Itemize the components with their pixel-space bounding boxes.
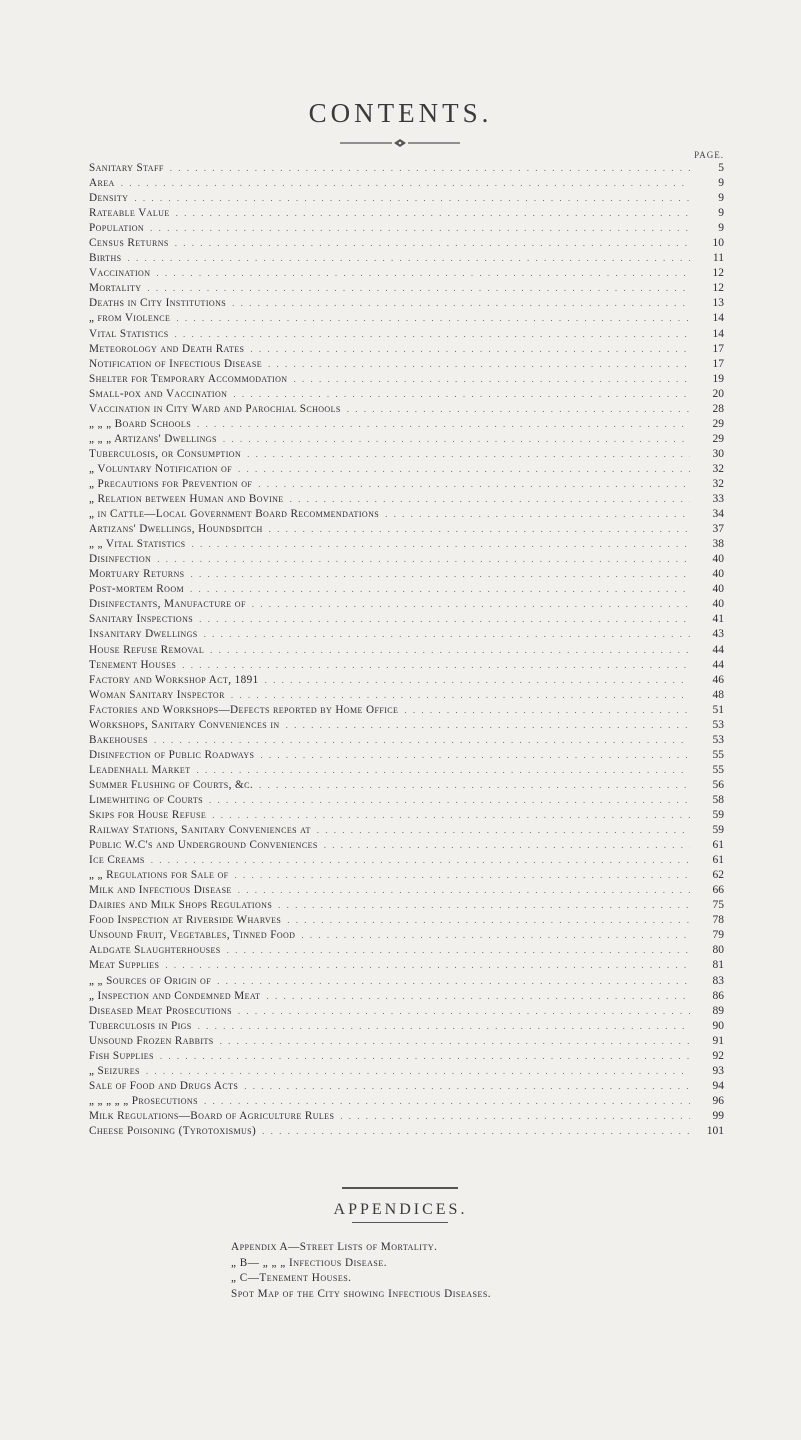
dot-leader xyxy=(176,206,690,221)
dot-leader xyxy=(233,387,690,402)
contents-entry xyxy=(89,1124,724,1139)
contents-entry xyxy=(89,627,724,642)
entry-page-number: 43 xyxy=(712,628,724,641)
contents-entry xyxy=(89,1034,724,1049)
dot-leader xyxy=(196,763,690,778)
contents-entry xyxy=(89,1109,724,1124)
entry-title: Tenement Houses xyxy=(89,658,177,671)
entry-title: Woman Sanitary Inspector xyxy=(89,688,225,701)
dot-leader xyxy=(231,688,690,703)
entry-page-number: 55 xyxy=(712,763,724,776)
dot-leader xyxy=(260,748,690,763)
dot-leader xyxy=(134,191,690,206)
dot-leader xyxy=(199,612,690,627)
entry-title: „ Precautions for Prevention of xyxy=(89,477,253,490)
dot-leader xyxy=(252,597,690,612)
contents-entry xyxy=(89,432,724,447)
appendices-rule xyxy=(352,1222,448,1223)
appendix-entry: Spot Map of the City showing Infectious Diseases. xyxy=(231,1287,492,1300)
entry-page-number: 61 xyxy=(712,839,724,852)
entry-title: „ „ Vital Statistics xyxy=(89,538,186,551)
contents-entry xyxy=(89,582,724,597)
dot-leader xyxy=(268,357,690,372)
entry-page-number: 12 xyxy=(712,282,724,295)
entry-title: Disinfection xyxy=(89,553,152,566)
entry-title: Mortality xyxy=(89,282,142,295)
contents-entry xyxy=(89,838,724,853)
contents-entry xyxy=(89,853,724,868)
entry-title: „ „ Sources of Origin of xyxy=(89,974,212,987)
entry-page-number: 53 xyxy=(712,718,724,731)
contents-entry xyxy=(89,718,724,733)
contents-entry xyxy=(89,778,724,793)
contents-entry xyxy=(89,1049,724,1064)
dot-leader xyxy=(262,1124,690,1139)
entry-title: Limewhiting of Courts xyxy=(89,793,204,806)
entry-page-number: 61 xyxy=(712,854,724,867)
entry-title: Meteorology and Death Rates xyxy=(89,342,245,355)
dot-leader xyxy=(324,838,690,853)
contents-entry xyxy=(89,492,724,507)
contents-entry xyxy=(89,221,724,236)
dot-leader xyxy=(204,627,690,642)
contents-entry xyxy=(89,251,724,266)
entry-page-number: 81 xyxy=(712,959,724,972)
entry-title: Rateable Value xyxy=(89,207,170,220)
contents-entry xyxy=(89,748,724,763)
entry-page-number: 55 xyxy=(712,748,724,761)
contents-entry xyxy=(89,1079,724,1094)
contents-entry xyxy=(89,281,724,296)
dot-leader xyxy=(266,989,690,1004)
entry-page-number: 33 xyxy=(712,493,724,506)
entry-title: „ Relation between Human and Bovine xyxy=(89,493,284,506)
entry-page-number: 40 xyxy=(712,583,724,596)
entry-page-number: 94 xyxy=(712,1079,724,1092)
contents-entry xyxy=(89,643,724,658)
entry-page-number: 92 xyxy=(712,1049,724,1062)
contents-entry xyxy=(89,567,724,582)
entry-title: Milk Regulations—Board of Agriculture Rules xyxy=(89,1109,335,1122)
entry-page-number: 96 xyxy=(712,1094,724,1107)
entry-page-number: 10 xyxy=(712,237,724,250)
entry-page-number: 90 xyxy=(712,1019,724,1032)
entry-title: Deaths in City Institutions xyxy=(89,297,227,310)
dot-leader xyxy=(170,161,690,176)
dot-leader xyxy=(238,883,690,898)
entry-page-number: 34 xyxy=(712,508,724,521)
entry-page-number: 19 xyxy=(712,372,724,385)
dot-leader xyxy=(190,582,690,597)
dot-leader xyxy=(258,477,690,492)
entry-page-number: 5 xyxy=(718,162,724,174)
appendix-entry: „ B— „ „ „ Infectious Disease. xyxy=(231,1256,388,1269)
entry-title: Sanitary Staff xyxy=(89,162,164,174)
dot-leader xyxy=(278,898,690,913)
entry-page-number: 17 xyxy=(712,342,724,355)
dot-leader xyxy=(198,1019,690,1034)
entry-page-number: 59 xyxy=(712,809,724,822)
entry-title: Census Returns xyxy=(89,237,169,250)
entry-page-number: 83 xyxy=(712,974,724,987)
entry-title: Workshops, Sanitary Conveniences in xyxy=(89,718,280,731)
dot-leader xyxy=(235,868,690,883)
entry-page-number: 13 xyxy=(712,297,724,310)
contents-entry xyxy=(89,206,724,221)
entry-page-number: 41 xyxy=(712,613,724,626)
dot-leader xyxy=(220,1034,690,1049)
entry-title: „ „ „ Artizans' Dwellings xyxy=(89,432,217,445)
entry-title: Sanitary Inspections xyxy=(89,613,194,626)
entry-page-number: 91 xyxy=(712,1034,724,1047)
dot-leader xyxy=(238,1004,690,1019)
page-column-label: PAGE. xyxy=(694,150,724,160)
entry-page-number: 48 xyxy=(712,688,724,701)
contents-entry xyxy=(89,311,724,326)
entry-title: Dairies and Milk Shops Regulations xyxy=(89,899,273,912)
contents-entry xyxy=(89,1019,724,1034)
contents-entry xyxy=(89,552,724,567)
entry-title: Leadenhall Market xyxy=(89,763,191,776)
entry-title: Tuberculosis, or Consumption xyxy=(89,447,242,460)
contents-entry xyxy=(89,733,724,748)
contents-entry xyxy=(89,462,724,477)
entry-title: „ from Violence xyxy=(89,312,171,325)
entry-title: „ Inspection and Condemned Meat xyxy=(89,989,261,1002)
dot-leader xyxy=(217,974,690,989)
contents-entry xyxy=(89,868,724,883)
dot-leader xyxy=(286,718,690,733)
dot-leader xyxy=(223,432,690,447)
entry-title: Factory and Workshop Act, 1891 xyxy=(89,673,259,686)
entry-page-number: 11 xyxy=(712,252,724,265)
contents-entry xyxy=(89,447,724,462)
dot-leader xyxy=(154,733,690,748)
contents-entry xyxy=(89,417,724,432)
contents-entry xyxy=(89,537,724,552)
entry-title: Diseased Meat Prosecutions xyxy=(89,1004,232,1017)
entry-title: Vaccination in City Ward and Parochial Schools xyxy=(89,402,341,415)
dot-leader xyxy=(204,1094,690,1109)
entry-title: Population xyxy=(89,222,145,235)
entry-title: Bakehouses xyxy=(89,733,149,746)
entry-page-number: 29 xyxy=(712,417,724,430)
entry-page-number: 56 xyxy=(712,778,724,791)
contents-entry xyxy=(89,928,724,943)
entry-title: Summer Flushing of Courts, &c. xyxy=(89,778,254,791)
contents-entry xyxy=(89,296,724,311)
dot-leader xyxy=(212,808,690,823)
entry-title: Artizans' Dwellings, Houndsditch xyxy=(89,523,263,536)
entry-page-number: 30 xyxy=(712,447,724,460)
appendix-entry: Appendix A—Street Lists of Mortality. xyxy=(231,1241,438,1253)
entry-title: Vital Statistics xyxy=(89,327,169,340)
entry-title: Small-pox and Vaccination xyxy=(89,387,228,400)
contents-entry xyxy=(89,612,724,627)
contents-entry xyxy=(89,522,724,537)
contents-entry xyxy=(89,402,724,417)
dot-leader xyxy=(121,176,690,191)
entry-title: Vaccination xyxy=(89,267,151,280)
contents-list xyxy=(89,161,724,1139)
contents-entry xyxy=(89,793,724,808)
dot-leader xyxy=(175,327,690,342)
dot-leader xyxy=(175,236,690,251)
dot-leader xyxy=(269,522,690,537)
entry-page-number: 75 xyxy=(712,899,724,912)
dot-leader xyxy=(347,402,690,417)
entry-title: Cheese Poisoning (Tyrotoxismus) xyxy=(89,1125,257,1137)
entry-title: Ice Creams xyxy=(89,854,145,867)
entry-page-number: 51 xyxy=(712,703,724,716)
dot-leader xyxy=(227,943,690,958)
dot-leader xyxy=(301,928,690,943)
entry-title: Births xyxy=(89,252,122,265)
entry-title: Density xyxy=(89,192,129,205)
entry-page-number: 66 xyxy=(712,884,724,897)
page-title: CONTENTS. xyxy=(308,98,493,128)
entry-page-number: 58 xyxy=(712,793,724,806)
entry-page-number: 32 xyxy=(712,462,724,475)
contents-entry xyxy=(89,658,724,673)
dot-leader xyxy=(147,281,690,296)
entry-title: Insanitary Dwellings xyxy=(89,628,198,641)
contents-entry xyxy=(89,883,724,898)
entry-page-number: 9 xyxy=(718,222,724,235)
contents-entry xyxy=(89,808,724,823)
contents-entry xyxy=(89,1004,724,1019)
dot-leader xyxy=(197,417,690,432)
dot-leader xyxy=(259,778,690,793)
contents-entry xyxy=(89,477,724,492)
dot-leader xyxy=(232,296,690,311)
ornament-divider xyxy=(340,138,460,148)
dot-leader xyxy=(340,1109,690,1124)
entry-page-number: 59 xyxy=(712,824,724,837)
dot-leader xyxy=(265,673,690,688)
entry-title: Meat Supplies xyxy=(89,959,160,972)
contents-entry xyxy=(89,161,724,176)
contents-entry xyxy=(89,974,724,989)
contents-entry xyxy=(89,703,724,718)
dot-leader xyxy=(182,658,690,673)
dot-leader xyxy=(150,221,690,236)
entry-page-number: 78 xyxy=(712,914,724,927)
entry-page-number: 101 xyxy=(706,1125,724,1137)
entry-title: „ in Cattle—Local Government Board Recommendations xyxy=(89,508,380,521)
entry-page-number: 99 xyxy=(712,1109,724,1122)
entry-title: „ „ Regulations for Sale of xyxy=(89,869,229,882)
entry-page-number: 62 xyxy=(712,869,724,882)
contents-entry xyxy=(89,763,724,778)
entry-page-number: 40 xyxy=(712,568,724,581)
entry-page-number: 38 xyxy=(712,538,724,551)
dot-leader xyxy=(290,492,690,507)
entry-page-number: 37 xyxy=(712,523,724,536)
dot-leader xyxy=(210,643,690,658)
entry-title: Tuberculosis in Pigs xyxy=(89,1019,192,1032)
entry-page-number: 20 xyxy=(712,387,724,400)
dot-leader xyxy=(128,251,691,266)
appendices-title: APPENDICES. xyxy=(333,1201,468,1218)
contents-entry xyxy=(89,1064,724,1079)
contents-entry xyxy=(89,989,724,1004)
entry-page-number: 32 xyxy=(712,477,724,490)
entry-title: „ „ „ Board Schools xyxy=(89,417,192,430)
contents-entry xyxy=(89,597,724,612)
dot-leader xyxy=(317,823,690,838)
contents-entry xyxy=(89,191,724,206)
entry-title: Sale of Food and Drugs Acts xyxy=(89,1079,239,1092)
contents-entry xyxy=(89,372,724,387)
entry-title: Aldgate Slaughterhouses xyxy=(89,944,221,957)
entry-page-number: 40 xyxy=(712,553,724,566)
entry-title: Railway Stations, Sanitary Conveniences at xyxy=(89,824,311,837)
dot-leader xyxy=(176,311,690,326)
entry-page-number: 14 xyxy=(712,312,724,325)
appendices-list xyxy=(231,1240,651,1302)
contents-entry xyxy=(89,507,724,522)
contents-entry xyxy=(89,236,724,251)
contents-entry xyxy=(89,176,724,191)
entry-title: „ „ „ „ „ Prosecutions xyxy=(89,1094,198,1107)
dot-leader xyxy=(165,958,690,973)
entry-title: House Refuse Removal xyxy=(89,643,205,656)
entry-title: Post-mortem Room xyxy=(89,583,185,596)
entry-title: Milk and Infectious Disease xyxy=(89,884,232,897)
entry-page-number: 53 xyxy=(712,733,724,746)
contents-entry xyxy=(89,387,724,402)
entry-page-number: 9 xyxy=(718,177,724,190)
contents-entry xyxy=(89,913,724,928)
entry-title: Factories and Workshops—Defects reported by Home Office xyxy=(89,703,399,716)
entry-page-number: 14 xyxy=(712,327,724,340)
entry-title: Fish Supplies xyxy=(89,1049,154,1062)
dot-leader xyxy=(209,793,690,808)
contents-entry xyxy=(89,327,724,342)
entry-title: Area xyxy=(89,177,115,190)
dot-leader xyxy=(157,552,690,567)
dot-leader xyxy=(160,1049,690,1064)
entry-title: Public W.C's and Underground Conveniences xyxy=(89,839,318,852)
entry-page-number: 93 xyxy=(712,1064,724,1077)
entry-title: Notification of Infectious Disease xyxy=(89,357,262,370)
entry-title: Food Inspection at Riverside Wharves xyxy=(89,914,282,927)
dot-leader xyxy=(191,537,690,552)
entry-title: Unsound Fruit, Vegetables, Tinned Food xyxy=(89,929,296,942)
dot-leader xyxy=(146,1064,690,1079)
entry-title: Mortuary Returns xyxy=(89,568,185,581)
dot-leader xyxy=(247,447,690,462)
entry-title: „ Seizures xyxy=(89,1064,140,1077)
entry-page-number: 9 xyxy=(718,207,724,220)
entry-page-number: 79 xyxy=(712,929,724,942)
dot-leader xyxy=(385,507,690,522)
section-rule xyxy=(342,1187,458,1189)
dot-leader xyxy=(404,703,690,718)
dot-leader xyxy=(250,342,690,357)
entry-title: Skips for House Refuse xyxy=(89,809,207,822)
entry-page-number: 29 xyxy=(712,432,724,445)
contents-entry xyxy=(89,823,724,838)
entry-page-number: 46 xyxy=(712,673,724,686)
entry-page-number: 86 xyxy=(712,989,724,1002)
dot-leader xyxy=(244,1079,690,1094)
entry-page-number: 28 xyxy=(712,402,724,415)
contents-entry xyxy=(89,673,724,688)
entry-title: Disinfection of Public Roadways xyxy=(89,748,255,761)
entry-title: „ Voluntary Notification of xyxy=(89,462,233,475)
contents-entry xyxy=(89,342,724,357)
contents-entry xyxy=(89,958,724,973)
entry-title: Shelter for Temporary Accommodation xyxy=(89,372,288,385)
contents-entry xyxy=(89,357,724,372)
dot-leader xyxy=(293,372,690,387)
entry-title: Unsound Frozen Rabbits xyxy=(89,1034,214,1047)
dot-leader xyxy=(238,462,690,477)
entry-page-number: 17 xyxy=(712,357,724,370)
contents-entry xyxy=(89,898,724,913)
dot-leader xyxy=(287,913,690,928)
entry-page-number: 44 xyxy=(712,658,724,671)
dot-leader xyxy=(151,853,690,868)
dot-leader xyxy=(190,567,690,582)
entry-page-number: 80 xyxy=(712,944,724,957)
entry-page-number: 9 xyxy=(718,192,724,205)
entry-page-number: 44 xyxy=(712,643,724,656)
dot-leader xyxy=(156,266,690,281)
entry-page-number: 12 xyxy=(712,267,724,280)
appendix-entry: „ C—Tenement Houses. xyxy=(231,1272,352,1284)
contents-entry xyxy=(89,1094,724,1109)
entry-title: Disinfectants, Manufacture of xyxy=(89,598,246,611)
entry-page-number: 89 xyxy=(712,1004,724,1017)
contents-entry xyxy=(89,266,724,281)
contents-entry xyxy=(89,943,724,958)
contents-entry xyxy=(89,688,724,703)
entry-page-number: 40 xyxy=(712,598,724,611)
